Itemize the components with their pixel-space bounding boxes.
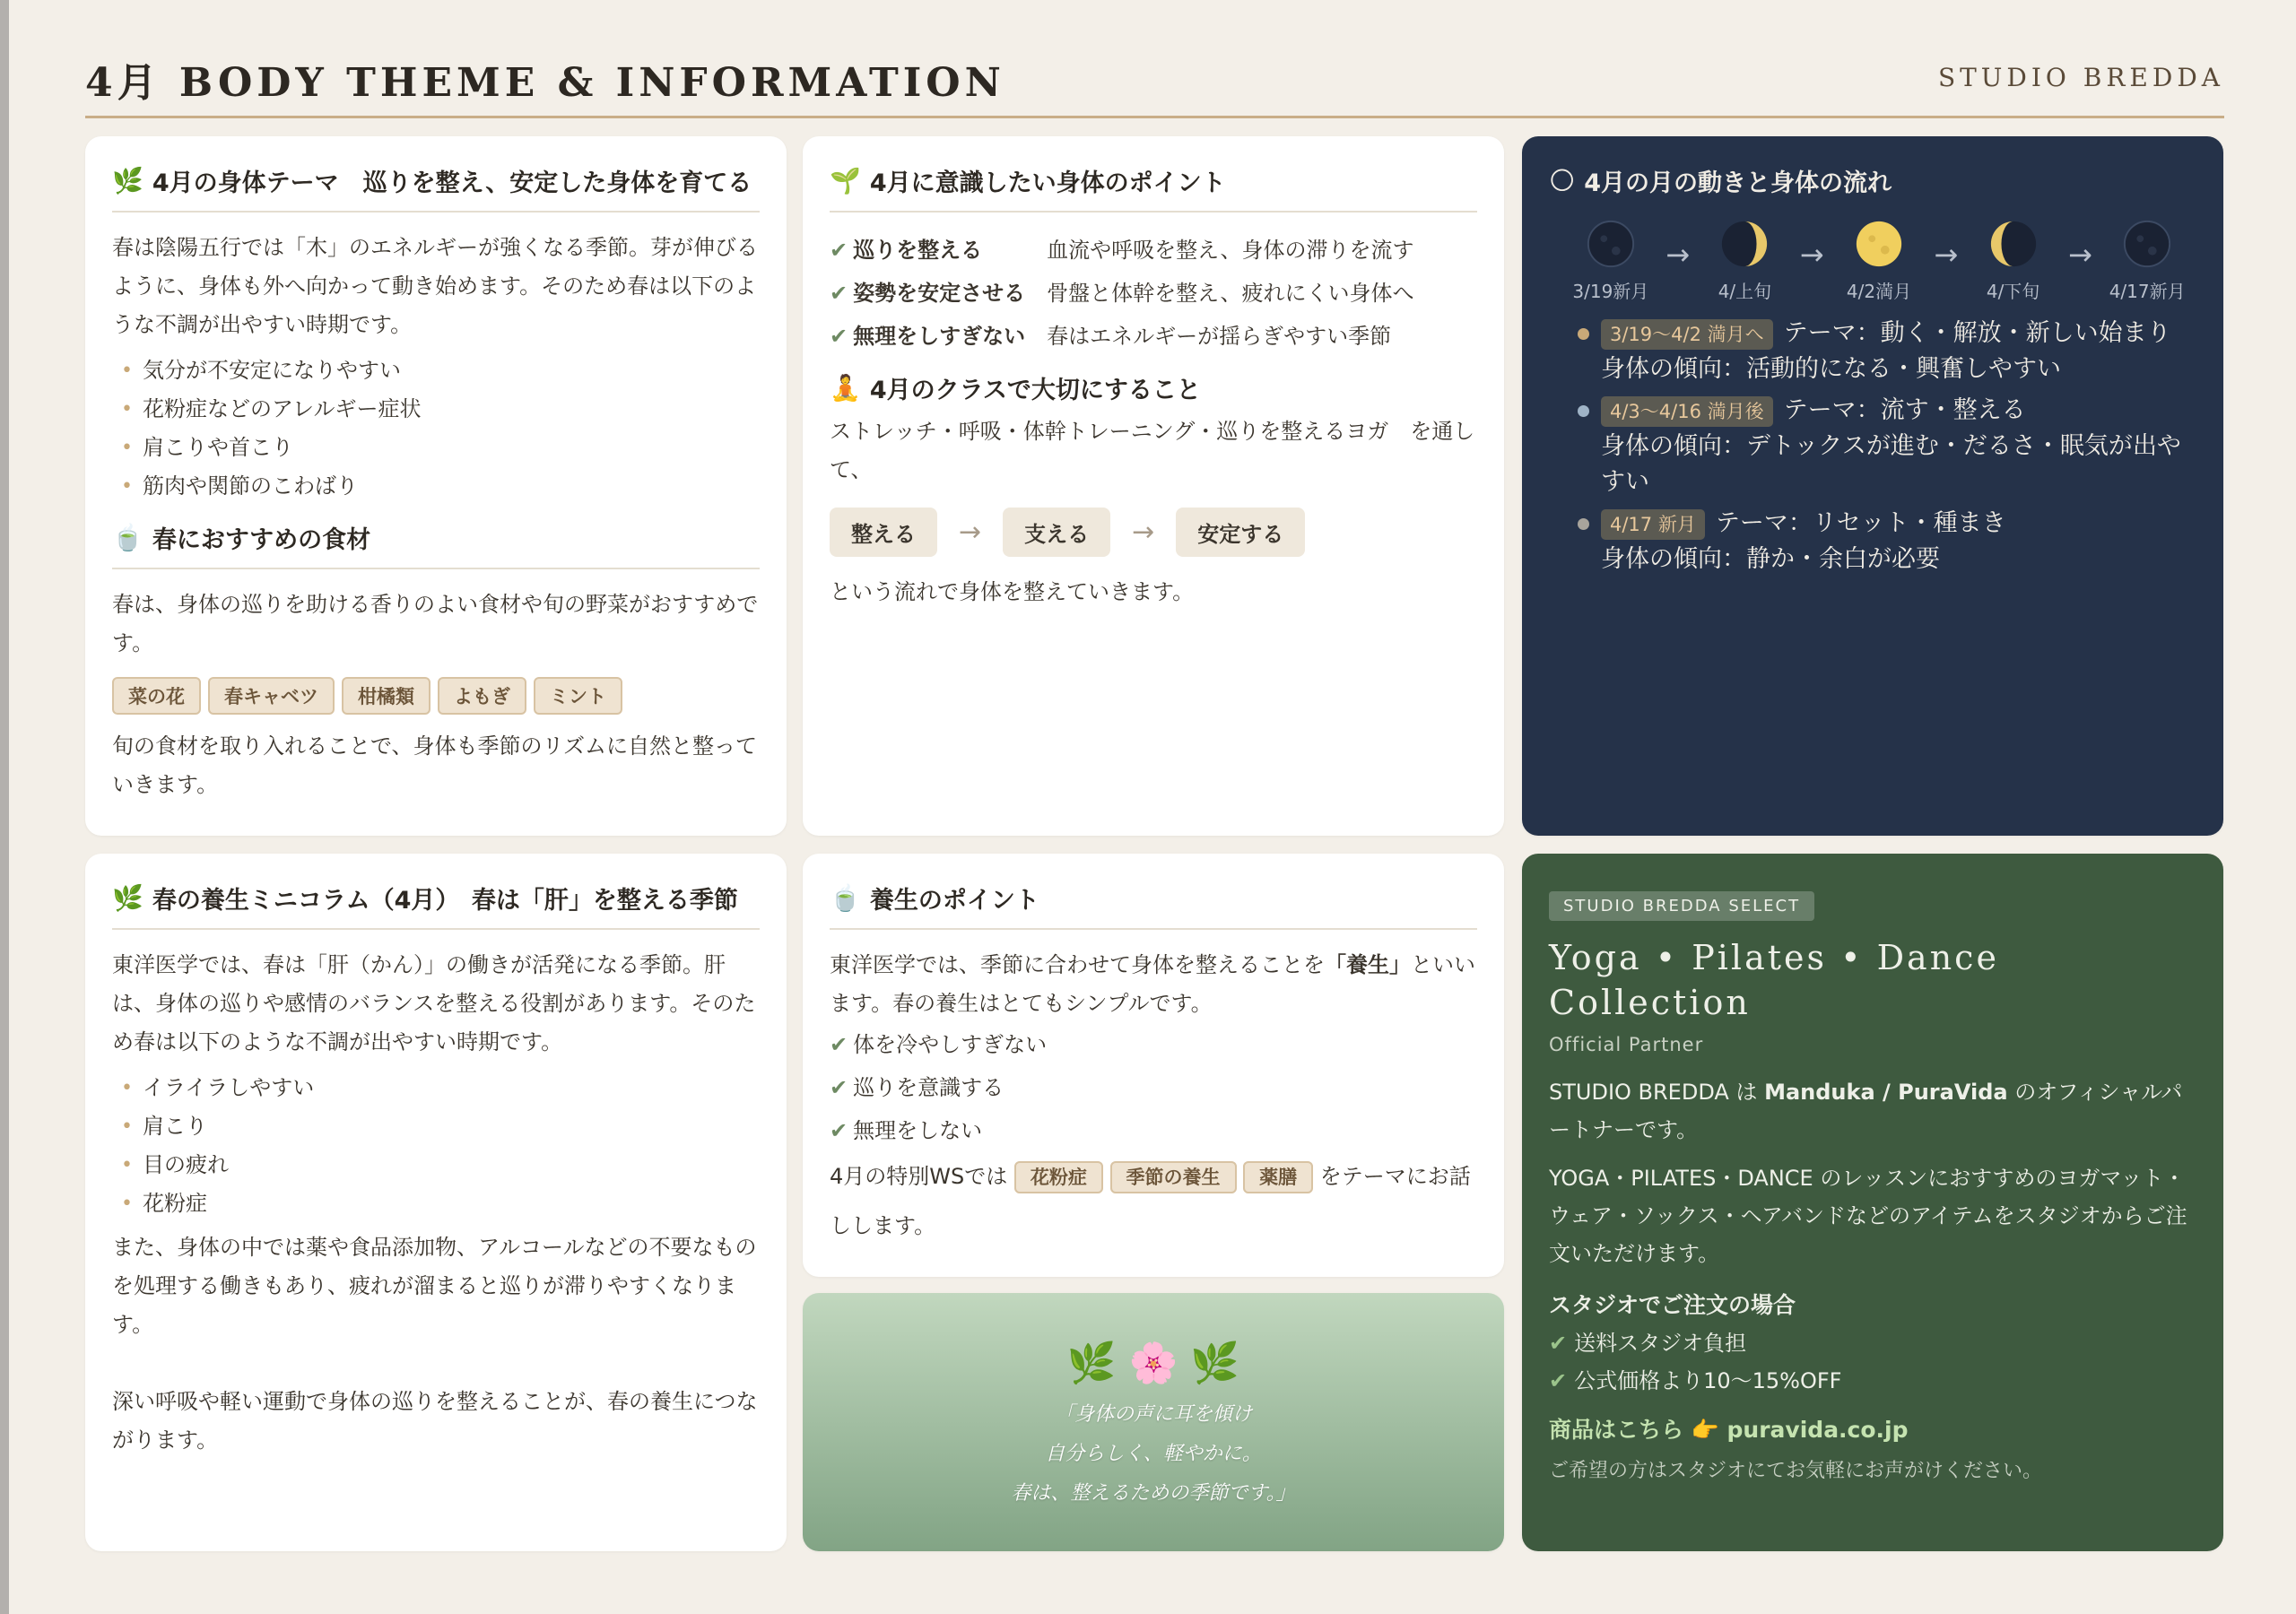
date-tag: 4/3〜4/16 満月後 [1601,396,1773,427]
column-p3: 深い呼吸や軽い運動で身体の巡りを整えることが、春の養生につながります。 [112,1389,758,1453]
bowl-icon: 🍵 [830,882,861,913]
food-chip: 菜の花 [112,677,201,715]
check-icon: ✔ [830,324,848,349]
points-heading: 🌱 4月に意識したい身体のポイント [830,163,1477,213]
check-icon: ✔ [830,281,848,306]
point-item: ✔ 姿勢を安定させる 骨盤と体幹を整え、疲れにくい身体へ [830,281,1414,306]
arrow-icon: → [1665,238,1691,272]
food-chips [112,677,760,715]
class-text: ストレッチ・呼吸・体幹トレーニング・巡りを整えるヨガ を通して、 [830,419,1475,482]
puravida-link[interactable]: 商品はこちら 👉 puravida.co.jp [1549,1417,1909,1443]
leaf-flower-icon: 🌿 🌸 🌿 [1066,1341,1240,1386]
check-icon: ✔ [830,1075,848,1100]
moon-entry: 3/19〜4/2 満月へ テーマ：動く・解放・新しい始まり 身体の傾向：活動的になる・興奮しやすい [1549,316,2196,387]
studio-brand: STUDIO BREDDA [1937,63,2224,92]
check-icon: ✔ [830,1032,848,1057]
page-title: 4月 BODY THEME & INFORMATION [85,60,1005,106]
date-tag: 3/19〜4/2 満月へ [1601,319,1773,350]
arrow-icon: → [1132,516,1155,548]
arrow-icon: → [2067,238,2092,272]
yojo-check: ✔ 無理をしない [830,1118,983,1143]
ws-line: 4月の特別WSでは 花粉症 季節の養生 薬膳 をテーマにお話しします。 [830,1152,1477,1250]
step-pill: 安定する [1176,508,1305,557]
column-intro: 東洋医学では、春は「肝（かん）」の働きが活発になる季節。肝は、身体の巡りや感情のバランスを整える役割があります。そのため春は以下のような不調が出やすい時期です。 [112,952,756,1054]
yojo-intro: 東洋医学では、季節に合わせて身体を整えることを「養生」といいます。春の養生はとてもシンプルです。 [830,952,1475,1016]
point-item: ✔ 巡りを整える 血流や呼吸を整え、身体の滞りを流す [830,238,1414,263]
new-moon-icon: 4/17新月 [2098,218,2196,303]
arrow-icon: → [1799,238,1824,272]
order-heading: スタジオでご注文の場合 [1549,1292,1796,1318]
arrow-icon: → [959,516,982,548]
yojo-card [803,854,1504,1277]
list-item: • 花粉症 [121,1191,207,1216]
list-item: • イライラしやすい [121,1075,315,1100]
official-partner-label: Official Partner [1549,1034,1704,1055]
bullet-dot [1578,405,1589,417]
theme-heading: 🌿 4月の身体テーマ 巡りを整え、安定した身体を育てる [112,163,760,213]
points-card [803,136,1504,836]
ws-chip: 花粉症 [1014,1161,1103,1193]
class-outro: という流れで身体を整えていきます。 [830,579,1195,604]
list-item: • 花粉症などのアレルギー症状 [121,396,422,421]
theme-card [85,136,787,836]
moon-phase-row [1549,218,2196,303]
contact-note: ご希望の方はスタジオにてお気軽にお声がけください。 [1549,1460,2043,1482]
column-bullets [112,1069,760,1223]
list-item: • 筋肉や関節のこわばり [121,473,358,499]
column-p2: また、身体の中では薬や食品添加物、アルコールなどの不要なものを処理する働きもあり、疲れが溜まると巡りが滞りやすくなります。 [112,1235,757,1337]
ws-chip: 薬膳 [1243,1161,1313,1193]
moon-entry: 4/17 新月 テーマ：リセット・種まき 身体の傾向：静か・余白が必要 [1549,506,2196,577]
check-icon: ✔ [1549,1331,1568,1356]
food-heading: 🍵 春におすすめの食材 [112,520,760,569]
window-edge [0,0,9,1614]
moon-entry: 4/3〜4/16 満月後 テーマ：流す・整える 身体の傾向：デトックスが進む・だるさ・眠気が出やすい [1549,393,2196,500]
arrow-icon: → [1934,238,1959,272]
class-steps [830,508,1477,557]
food-outro: 旬の食材を取り入れることで、身体も季節のリズムに自然と整っていきます。 [112,733,758,797]
quote-text: 「身体の声に耳を傾け 自分らしく、軽やかに。 春は、整えるための季節です。」 [1011,1403,1296,1505]
leaf-icon: 🌿 [112,882,144,913]
last-quarter-moon-icon: 4/下旬 [1964,218,2063,303]
date-tag: 4/17 新月 [1601,509,1705,540]
check-icon: ✔ [830,1118,848,1143]
order-check: ✔ 公式価格より10〜15%OFF [1549,1368,1842,1393]
food-chip: よもぎ [438,677,526,715]
column-heading: 🌿 春の養生ミニコラム（4月） 春は「肝」を整える季節 [112,881,760,930]
order-check: ✔ 送料スタジオ負担 [1549,1331,1747,1356]
check-icon: ✔ [1549,1368,1568,1393]
sprout-icon: 🌱 [830,165,861,195]
moon-card [1522,136,2223,836]
meditation-icon: 🧘 [830,372,861,403]
ws-chip: 季節の養生 [1110,1161,1237,1193]
yojo-heading: 🍵 養生のポイント [830,881,1477,930]
list-item: • 肩こりや首こり [121,435,293,460]
full-moon-phase-icon: 4/2満月 [1830,218,1928,303]
partner-text: STUDIO BREDDA は Manduka / PuraVida のオフィシャルパートナーです。 [1549,1080,2183,1142]
new-moon-icon: 3/19新月 [1561,218,1660,303]
list-item: • 目の疲れ [121,1152,229,1177]
food-chip: ミント [534,677,622,715]
step-pill: 支える [1003,508,1110,557]
items-text: YOGA・PILATES・DANCE のレッスンにおすすめのヨガマット・ウェア・ソックス・ヘアバンドなどのアイテムをスタジオからご注文いただけます。 [1549,1166,2187,1266]
moon-heading: 🌕 4月の月の動きと身体の流れ [1549,165,1892,197]
bullet-dot [1578,328,1589,340]
class-heading: 🧘 4月のクラスで大切にすること [830,372,1201,404]
page-header [85,47,2224,118]
quote-card [803,1293,1504,1551]
leaf-icon: 🌿 [112,165,144,195]
select-card [1522,854,2223,1551]
full-moon-icon: 🌕 [1549,165,1576,195]
bullet-dot [1578,518,1589,530]
point-item: ✔ 無理をしすぎない 春はエネルギーが揺らぎやすい季節 [830,324,1392,349]
check-icon: ✔ [830,238,848,263]
select-badge: STUDIO BREDDA SELECT [1549,891,1814,921]
theme-intro: 春は陰陽五行では「木」のエネルギーが強くなる季節。芽が伸びるように、身体も外へ向かって動き始めます。そのため春は以下のような不調が出やすい時期です。 [112,235,758,337]
collection-title: Yoga • Pilates • Dance Collection [1549,938,1999,1022]
list-item: • 気分が不安定になりやすい [121,358,401,383]
step-pill: 整える [830,508,937,557]
food-intro: 春は、身体の巡りを助ける香りのよい食材や旬の野菜がおすすめです。 [112,592,759,655]
food-chip: 柑橘類 [342,677,430,715]
first-quarter-moon-icon: 4/上旬 [1696,218,1795,303]
food-chip: 春キャベツ [208,677,335,715]
list-item: • 肩こり [121,1114,207,1139]
yojo-check: ✔ 巡りを意識する [830,1075,1004,1100]
bowl-icon: 🍵 [112,522,144,552]
column-card [85,854,787,1551]
yojo-check: ✔ 体を冷やしすぎない [830,1032,1048,1057]
theme-bullets [112,351,760,506]
